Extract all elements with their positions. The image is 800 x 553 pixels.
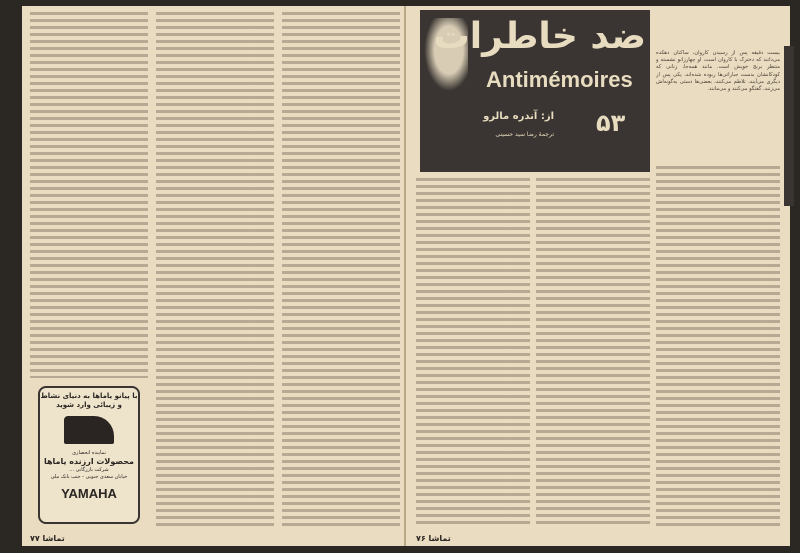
ad-headline: با پیانو یاماها به دنیای نشاط و زیبائی وارد شوید [40,392,138,409]
translator: ترجمهٔ رضا سید حسینی [495,131,554,138]
page-number-left: تماشا ۷۷ [30,534,65,543]
page-number-right: تماشا ۷۶ [416,534,451,543]
text-column [656,166,780,528]
article-header [420,10,650,172]
yamaha-logo: YAMAHA [61,486,117,501]
ad-rep: نماینده انحصاری [72,450,106,456]
ad-products: محصولات ارزنده یاماها [44,457,134,466]
article-title: ضد خاطرات [433,16,646,57]
right-page [406,6,790,546]
intro-paragraph: بیست دقیقه پس از رسیدن کاروان، ساکنان دهکده می‌دانند که دخترک با کاروان است، او چهارزانو نشسته و منتظر برنج خویش است. مانند همه‌جا، زنانی که کودکانشان بدست جباراتی‌ها ربوده شده‌اند، یکی پس از دیگری می‌آیند، تلاطم می‌کنند، بعضی‌ها دستی به‌گونه‌اش می‌زنند، گفتگو می‌کنند و می‌مانند. [656,50,780,93]
text-column [282,12,400,528]
piano-icon [64,416,114,444]
text-column [30,12,148,378]
text-column [536,178,650,528]
ad-address: خیابان سعدی جنوبی - جنب بانک ملی [50,474,128,480]
text-column [416,178,530,528]
ad-company: شرکت بازرگانی ... [69,467,109,473]
yamaha-advertisement [38,386,140,524]
edge-photo [784,46,794,206]
text-column [156,12,274,528]
author: از: آندره مالرو [483,111,554,122]
article-latin-title: Antimémoires [486,67,633,92]
installment-number: ۵۳ [596,109,626,137]
left-page [22,6,406,546]
